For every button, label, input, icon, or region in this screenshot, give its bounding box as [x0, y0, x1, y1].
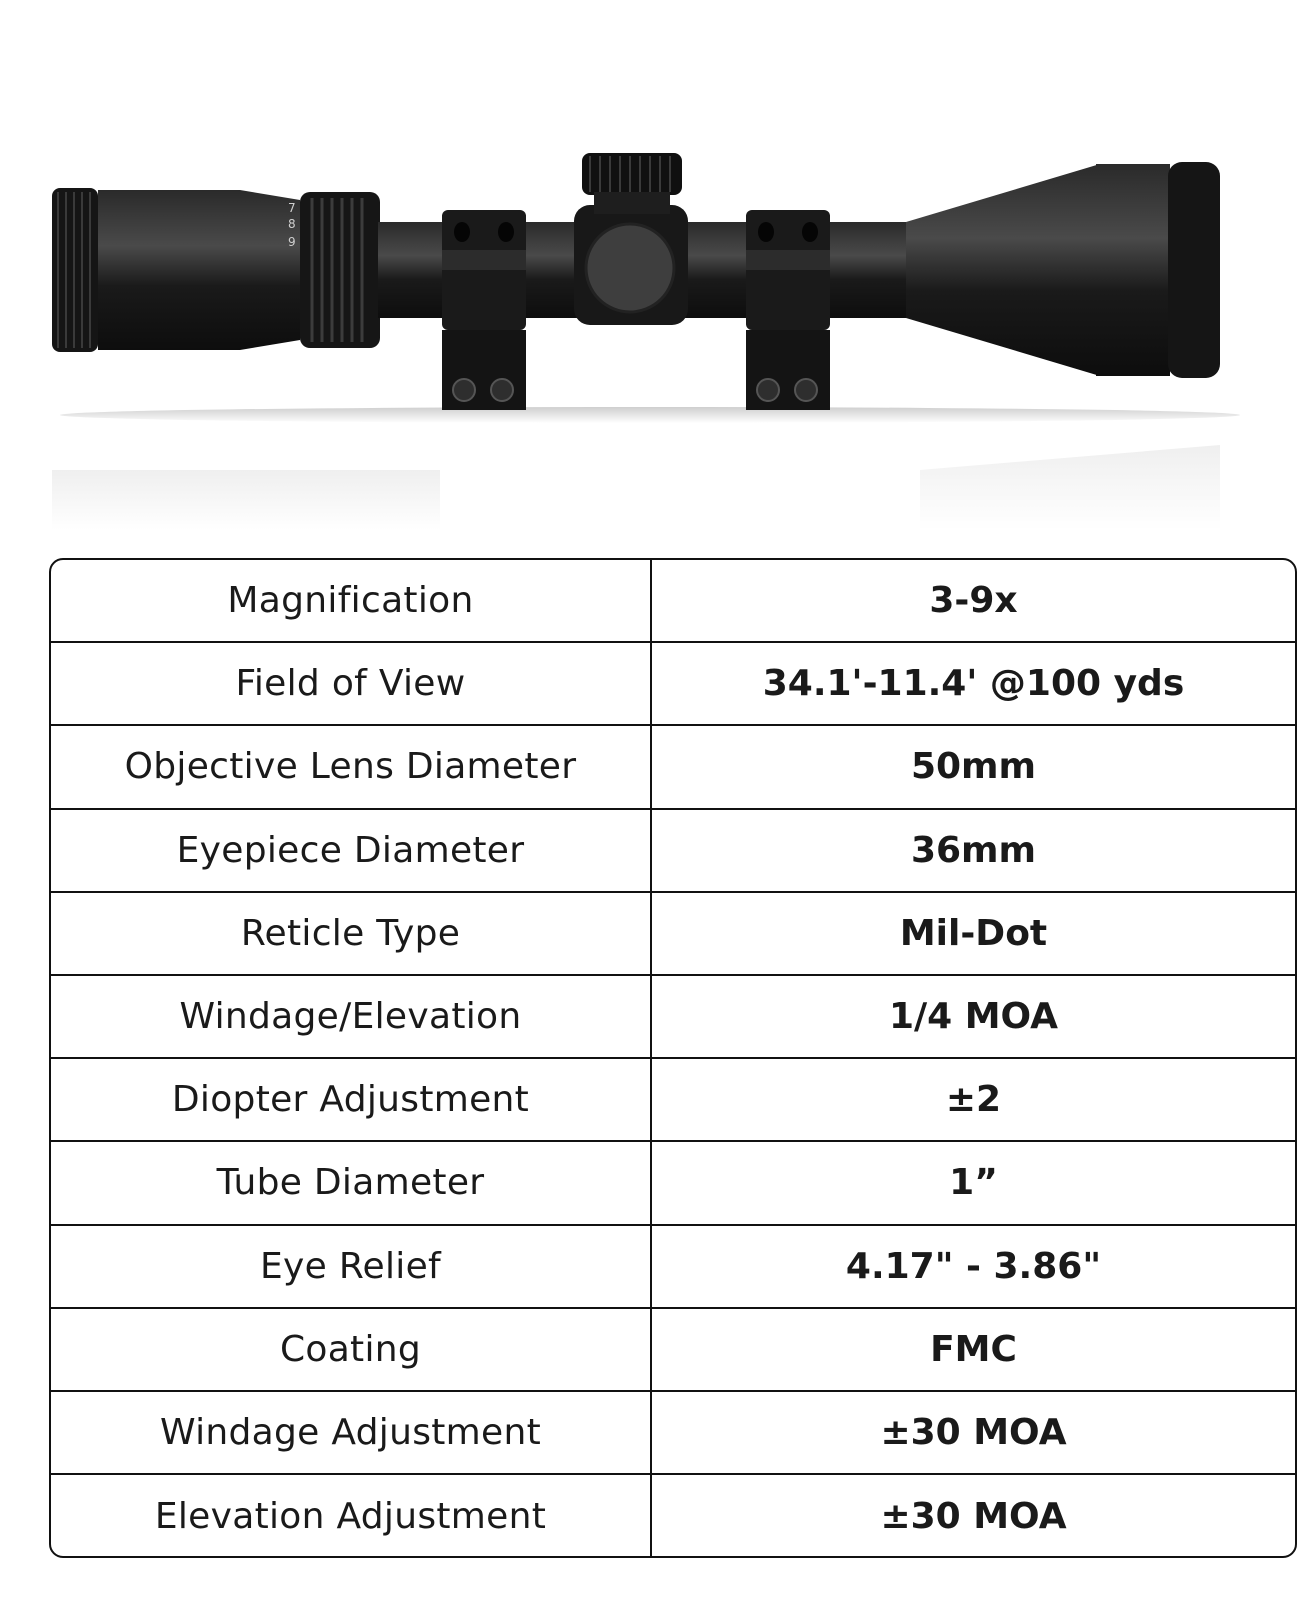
spec-label: Magnification: [51, 560, 652, 641]
spec-label: Eyepiece Diameter: [51, 810, 652, 891]
floor-shadow: [60, 407, 1240, 423]
spec-row: [51, 810, 1295, 893]
objective-bell: [906, 164, 1100, 376]
spec-value: Mil-Dot: [899, 912, 1048, 954]
objective-lens-cap: [1168, 162, 1220, 378]
spec-label: Tube Diameter: [51, 1142, 652, 1223]
spec-row: [51, 1142, 1295, 1225]
spec-row: [51, 1309, 1295, 1392]
spec-value: 36mm: [910, 829, 1037, 871]
elevation-turret: [574, 153, 688, 325]
spec-value: ±30 MOA: [880, 1411, 1067, 1453]
zoom-mark: 8: [288, 217, 296, 231]
objective-housing: [1096, 164, 1170, 376]
spec-row: [51, 1226, 1295, 1309]
spec-label: Objective Lens Diameter: [51, 726, 652, 807]
spec-row: [51, 560, 1295, 643]
zoom-mark: 7: [288, 201, 296, 215]
spec-row: [51, 643, 1295, 726]
reflection: [920, 445, 1220, 530]
spec-table: [49, 558, 1297, 1558]
spec-label: Field of View: [51, 643, 652, 724]
zoom-mark: 9: [288, 235, 296, 249]
reflection: [52, 470, 440, 530]
spec-row: [51, 893, 1295, 976]
spec-label: Elevation Adjustment: [51, 1475, 652, 1558]
spec-value: 50mm: [910, 746, 1037, 788]
spec-row: [51, 976, 1295, 1059]
spec-label: Windage/Elevation: [51, 976, 652, 1057]
rifle-scope-illustration: [0, 0, 1300, 560]
product-image: [0, 0, 1300, 560]
spec-value: FMC: [930, 1328, 1017, 1370]
spec-value: 4.17" - 3.86": [845, 1245, 1102, 1287]
spec-label: Diopter Adjustment: [51, 1059, 652, 1140]
eyepiece-body: [98, 190, 300, 350]
spec-value: ±30 MOA: [880, 1496, 1067, 1538]
spec-label: Windage Adjustment: [51, 1392, 652, 1473]
spec-row: [51, 1392, 1295, 1475]
spec-label: Reticle Type: [51, 893, 652, 974]
spec-row: [51, 726, 1295, 809]
spec-value: 1/4 MOA: [888, 996, 1059, 1038]
spec-label: Eye Relief: [51, 1226, 652, 1307]
spec-value: 1”: [949, 1162, 998, 1204]
spec-row: [51, 1475, 1295, 1558]
spec-label: Coating: [51, 1309, 652, 1390]
ring-mount-left: [442, 210, 526, 410]
spec-value: 3-9x: [929, 580, 1018, 622]
ring-mount-right: [746, 210, 830, 410]
spec-row: [51, 1059, 1295, 1142]
spec-value: 34.1'-11.4' @100 yds: [762, 663, 1185, 705]
spec-value: ±2: [945, 1079, 1002, 1121]
